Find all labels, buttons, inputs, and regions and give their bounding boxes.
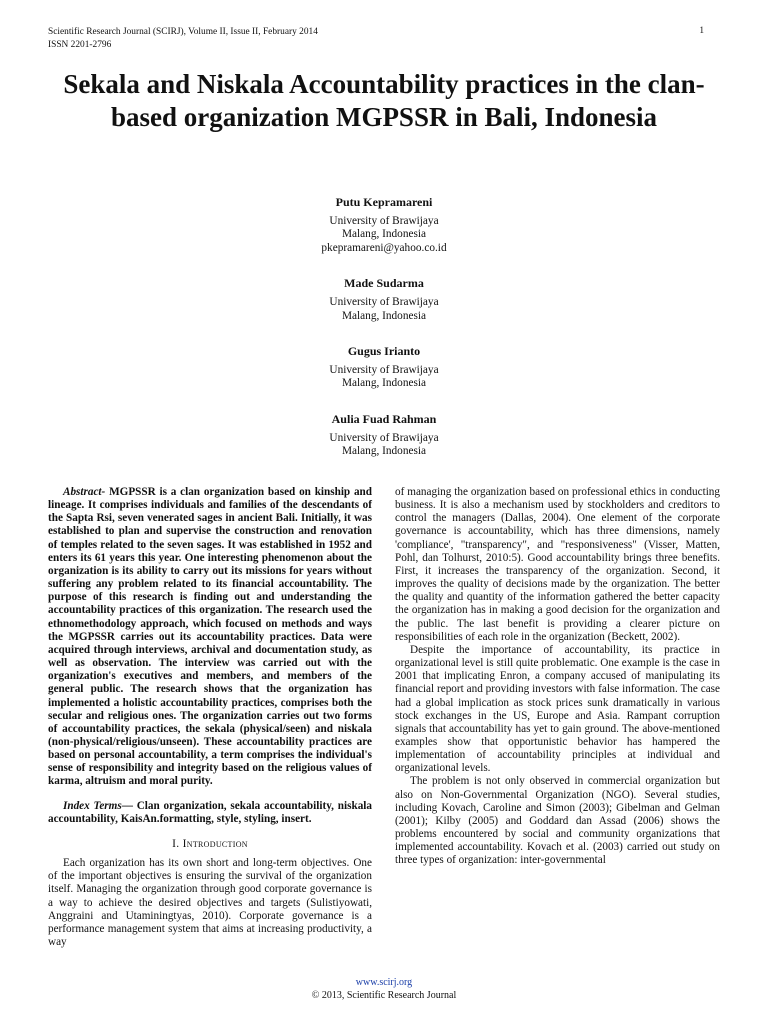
body-paragraph: The problem is not only observed in commercial organization but also on Non-Governmental Organization (NGO). Several studies, including Kovach, Caroline and Simon (2003); Gibelman and Gelman (2001); Kilby (2005) and Goddard dan Assad (2006) shows the problems encountered by social and community organizations that implemented accountability. Kovach et al. (2003) carried out study on three types of organization: inter-governmental <box>395 775 720 867</box>
author-name: Putu Kepramareni <box>335 195 433 209</box>
abstract-label: Abstract- <box>63 486 106 498</box>
footer-copyright: © 2013, Scientific Research Journal <box>311 990 457 1001</box>
intro-paragraph: Each organization has its own short and long-term objectives. One of the important objectives is ensuring the survival of the organization itself. Managing the organization through good corporate governance is a way to achieve the desired objectives and targets (Sulistiyowati, Anggraini and Utaminingtyas, 2010). Corporate governance is a performance management system that aims at increasing productivity, a way <box>48 857 372 948</box>
author <box>184 277 584 323</box>
index-terms-label: Index Terms <box>63 799 122 812</box>
section-numeral: I. <box>172 837 183 850</box>
index-terms-dash: — <box>121 799 137 812</box>
author-location: Malang, Indonesia <box>341 377 427 390</box>
author <box>184 345 584 391</box>
author-name: Made Sudarma <box>344 276 424 291</box>
author <box>184 196 584 255</box>
journal-citation: Scientific Research Journal (SCIRJ), Volume II, Issue II, February 2014 <box>48 27 318 37</box>
right-column <box>395 486 720 868</box>
author-location: Malang, Indonesia <box>341 445 427 458</box>
footer-url[interactable]: www.scirj.org <box>355 977 413 988</box>
author-affiliation: University of Brawijaya <box>329 214 439 227</box>
author-name: Aulia Fuad Rahman <box>331 411 437 426</box>
abstract <box>48 486 372 789</box>
author-email: pkepramareni@yahoo.co.id <box>321 241 447 254</box>
index-terms <box>48 800 372 826</box>
page-footer <box>0 976 768 1002</box>
page-number: 1 <box>699 26 704 36</box>
index-terms-text: Clan organization, sekala accountability, niskala accountability, KaisAn.formatting, style, styling, insert. <box>48 799 372 825</box>
abstract-text: MGPSSR is a clan organization based on kinship and lineage. It comprises individuals and families of the descendants of the Sapta Rsi, seven venerated sages in ancient Bali. Initially, it was established to plan and supervise the construction and renovation of temples related to the seven sages. It was established in 1952 and enters its 61 years this year. One interesting phenomenon about the organization is its ability to carry out its missions for years without suffering any problem related to its financial accountability. The purpose of this research is finding out and understanding the accountability practices of this organization. The research used the ethnomethodology approach, which focused on methods and ways the MGPSSR carries out its accountability practices. Data were acquired through interviews, archival and documentation study, as well as observation. The interview was carried out with the organization's executives and members, and members of the general public. The research shows that the organization has implemented a holistic accountability practices, comprises both the secular and religious ones. The organization carries out two forms of accountability practices, the sekala (physical/seen) and niskala (non-physical/religious/unseen). These accountability practices are based on personal accountability, a term comprises the individual's sense of responsibility and integrity based on the religious values of karma, altruism and moral purity. <box>48 486 372 788</box>
author-affiliation: University of Brawijaya <box>329 295 439 308</box>
issn: ISSN 2201-2796 <box>48 40 112 50</box>
body-paragraph: Despite the importance of accountability, its practice in organizational level is still quite problematic. One example is the case in 2001 that implicating Enron, a company accused of manipulating its financial report and providing investors with false information. The case had a global implication as stock prices sunk dramatically in various stock exchanges in the US, Europe and Asia. Rampant corruption signals that accountability has yet to gain ground. The above-mentioned examples show that opportunistic behavior has hampered the implementation of accountability principles at individual and organizational levels. <box>395 643 720 775</box>
author-block <box>184 196 584 481</box>
section-heading <box>48 838 372 851</box>
author-affiliation: University of Brawijaya <box>329 363 439 376</box>
paper-title: Sekala and Niskala Accountability practices in the clan-based organization MGPSSR in Bali, Indonesia <box>63 69 705 132</box>
author-location: Malang, Indonesia <box>341 228 427 241</box>
author-affiliation: University of Brawijaya <box>329 431 439 444</box>
body-paragraph: of managing the organization based on professional ethics in conducting business. It is also a mechanism used by stockholders and creditors to control the managers (Dallas, 2004). One element of the corporate governance is accountability, which has three dimensions, namely 'compliance', "transparency", and "responsiveness" (Visser, Matten, Pohl, dan Tolhurst, 2010:5). Good accountability brings three benefits. First, it increases the transparency of the organization. Second, it improves the quality of decisions made by the organization. The better the quality and quantity of the information gathered the better capacity the organization has in making a good decision for the organization and the public. The last benefit is providing a clearer picture on responsibilities of each role in the organization (Beckett, 2002). <box>395 486 720 643</box>
author-name: Gugus Irianto <box>347 344 421 359</box>
section-title: Introduction <box>182 837 248 850</box>
author <box>184 413 584 459</box>
author-location: Malang, Indonesia <box>341 309 427 322</box>
left-column <box>48 486 372 949</box>
running-header <box>48 26 318 52</box>
